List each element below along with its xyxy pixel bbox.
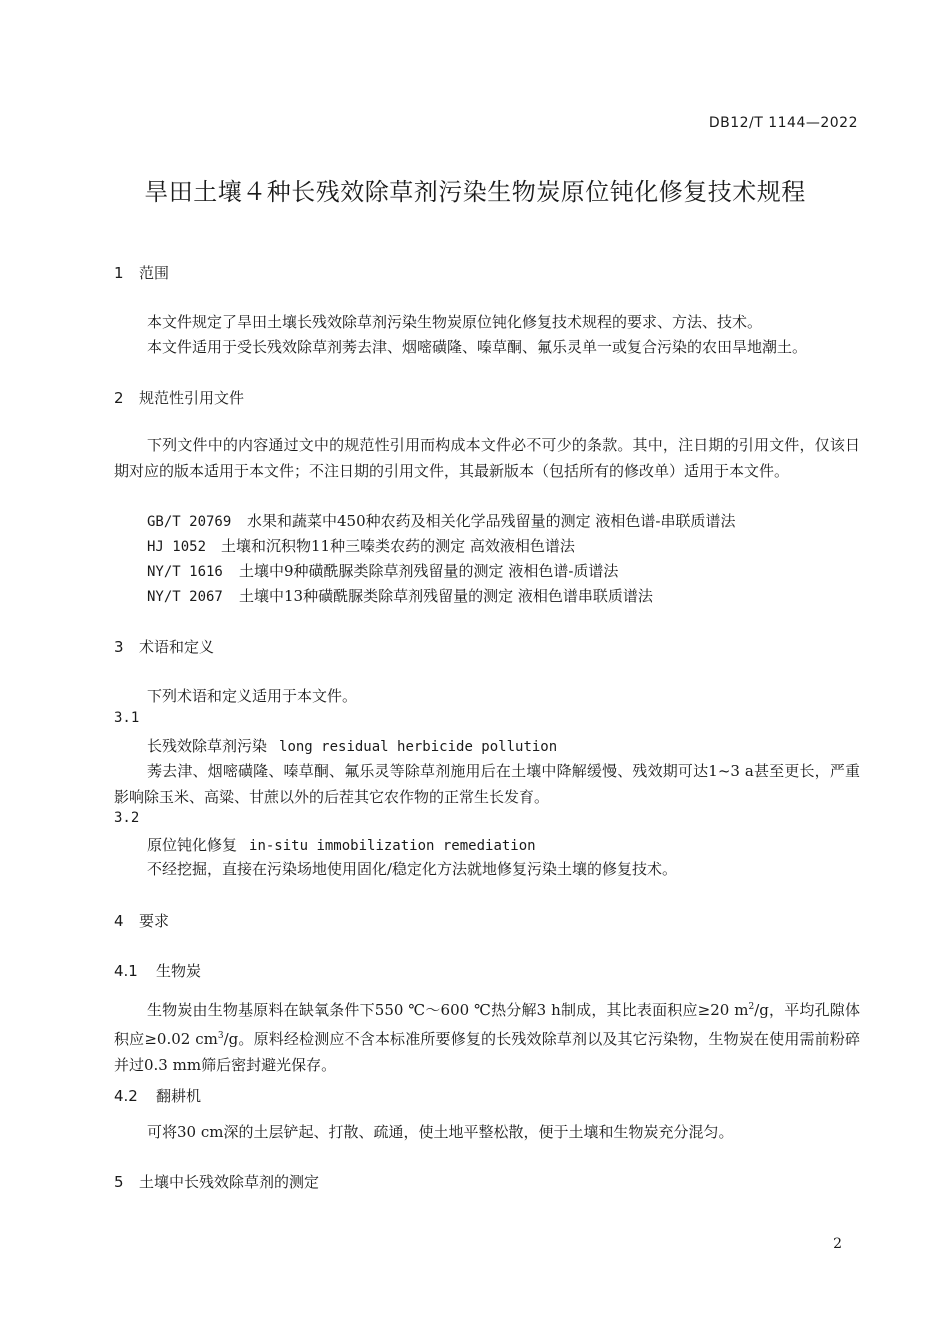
section-2-heading — [114, 387, 244, 408]
term-definition: 不经挖掘，直接在污染场地使用固化/稳定化方法就地修复污染土壤的修复技术。 — [147, 860, 678, 878]
section-1-heading — [114, 262, 169, 283]
reference-code: GB/T 20769 — [147, 514, 232, 530]
subsection-number: 4.1 — [114, 962, 138, 980]
term-english: in-situ immobilization remediation — [249, 838, 536, 854]
subsection-title: 翻耕机 — [156, 1087, 202, 1105]
reference-title: 土壤中13种磺酰脲类除草剂残留量的测定 液相色谱串联质谱法 — [239, 587, 653, 605]
section-number: 4 — [114, 912, 124, 930]
term-number: 3.1 — [114, 710, 140, 726]
paragraph: 下列术语和定义适用于本文件。 — [147, 687, 358, 705]
paragraph: 可将30 cm深的土层铲起、打散、疏通，使土地平整松散，便于土壤和生物炭充分混匀。 — [147, 1123, 734, 1141]
subsection-title: 生物炭 — [156, 962, 202, 980]
paragraph: 生物炭由生物基原料在缺氧条件下550 ℃～600 ℃热分解3 h制成，其比表面积应≥20 $m^2/g$，平均孔隙体积应≥0.02 $cm^3/g$。原料经检测应不含本标准所要修复的长残效除草剂以及其它污染物，生物炭在使用需前粉碎并过0.3 mm筛后密封避光保存。 — [114, 1001, 860, 1074]
term-english: long residual herbicide pollution — [279, 739, 558, 755]
section-number: 1 — [114, 264, 124, 282]
reference-code: NY/T 2067 — [147, 589, 223, 605]
section-title: 规范性引用文件 — [139, 389, 245, 407]
reference-item — [147, 510, 735, 531]
paragraph: 本文件规定了旱田土壤长残效除草剂污染生物炭原位钝化修复技术规程的要求、方法、技术。 — [147, 313, 763, 331]
reference-code: NY/T 1616 — [147, 564, 223, 580]
term-chinese: 长残效除草剂污染 — [147, 737, 268, 755]
section-title: 范围 — [139, 264, 170, 282]
section-4-heading — [114, 910, 169, 931]
reference-title: 土壤和沉积物11种三嗪类农药的测定 高效液相色谱法 — [221, 537, 575, 555]
paragraph: 下列文件中的内容通过文中的规范性引用而构成本文件必不可少的条款。其中，注日期的引用文件，仅该日期对应的版本适用于本文件；不注日期的引用文件，其最新版本（包括所有的修改单）适用于本文件。 — [114, 436, 860, 480]
section-5-heading — [114, 1171, 319, 1192]
section-3-heading — [114, 636, 214, 657]
section-title: 术语和定义 — [139, 638, 215, 656]
reference-item — [147, 535, 575, 556]
reference-title: 土壤中9种磺酰脲类除草剂残留量的测定 液相色谱-质谱法 — [239, 562, 619, 580]
standard-code: DB12/T 1144—2022 — [708, 115, 858, 131]
subsection-number: 4.2 — [114, 1087, 138, 1105]
term-number: 3.2 — [114, 810, 140, 826]
section-number: 5 — [114, 1173, 124, 1191]
reference-code: HJ 1052 — [147, 539, 207, 555]
reference-title: 水果和蔬菜中450种农药及相关化学品残留量的测定 液相色谱-串联质谱法 — [247, 512, 736, 530]
term-entry — [147, 834, 536, 855]
document-title: 旱田土壤４种长残效除草剂污染生物炭原位钝化修复技术规程 — [144, 178, 806, 206]
reference-item — [147, 585, 653, 606]
term-definition: 莠去津、烟嘧磺隆、嗪草酮、氟乐灵等除草剂施用后在土壤中降解缓慢、残效期可达1~3 a甚至更长，严重影响除玉米、高粱、甘蔗以外的后茬其它农作物的正常生长发育。 — [114, 762, 860, 806]
subsection-4-1-heading — [114, 960, 201, 981]
paragraph: 本文件适用于受长残效除草剂莠去津、烟嘧磺隆、嗪草酮、氟乐灵单一或复合污染的农田旱地潮土。 — [147, 338, 808, 356]
page-number: 2 — [833, 1236, 842, 1252]
section-number: 3 — [114, 638, 124, 656]
subsection-4-2-heading — [114, 1085, 201, 1106]
term-chinese: 原位钝化修复 — [147, 836, 238, 854]
reference-item — [147, 560, 618, 581]
section-title: 要求 — [139, 912, 170, 930]
section-number: 2 — [114, 389, 124, 407]
section-title: 土壤中长残效除草剂的测定 — [139, 1173, 320, 1191]
term-entry — [147, 735, 557, 756]
